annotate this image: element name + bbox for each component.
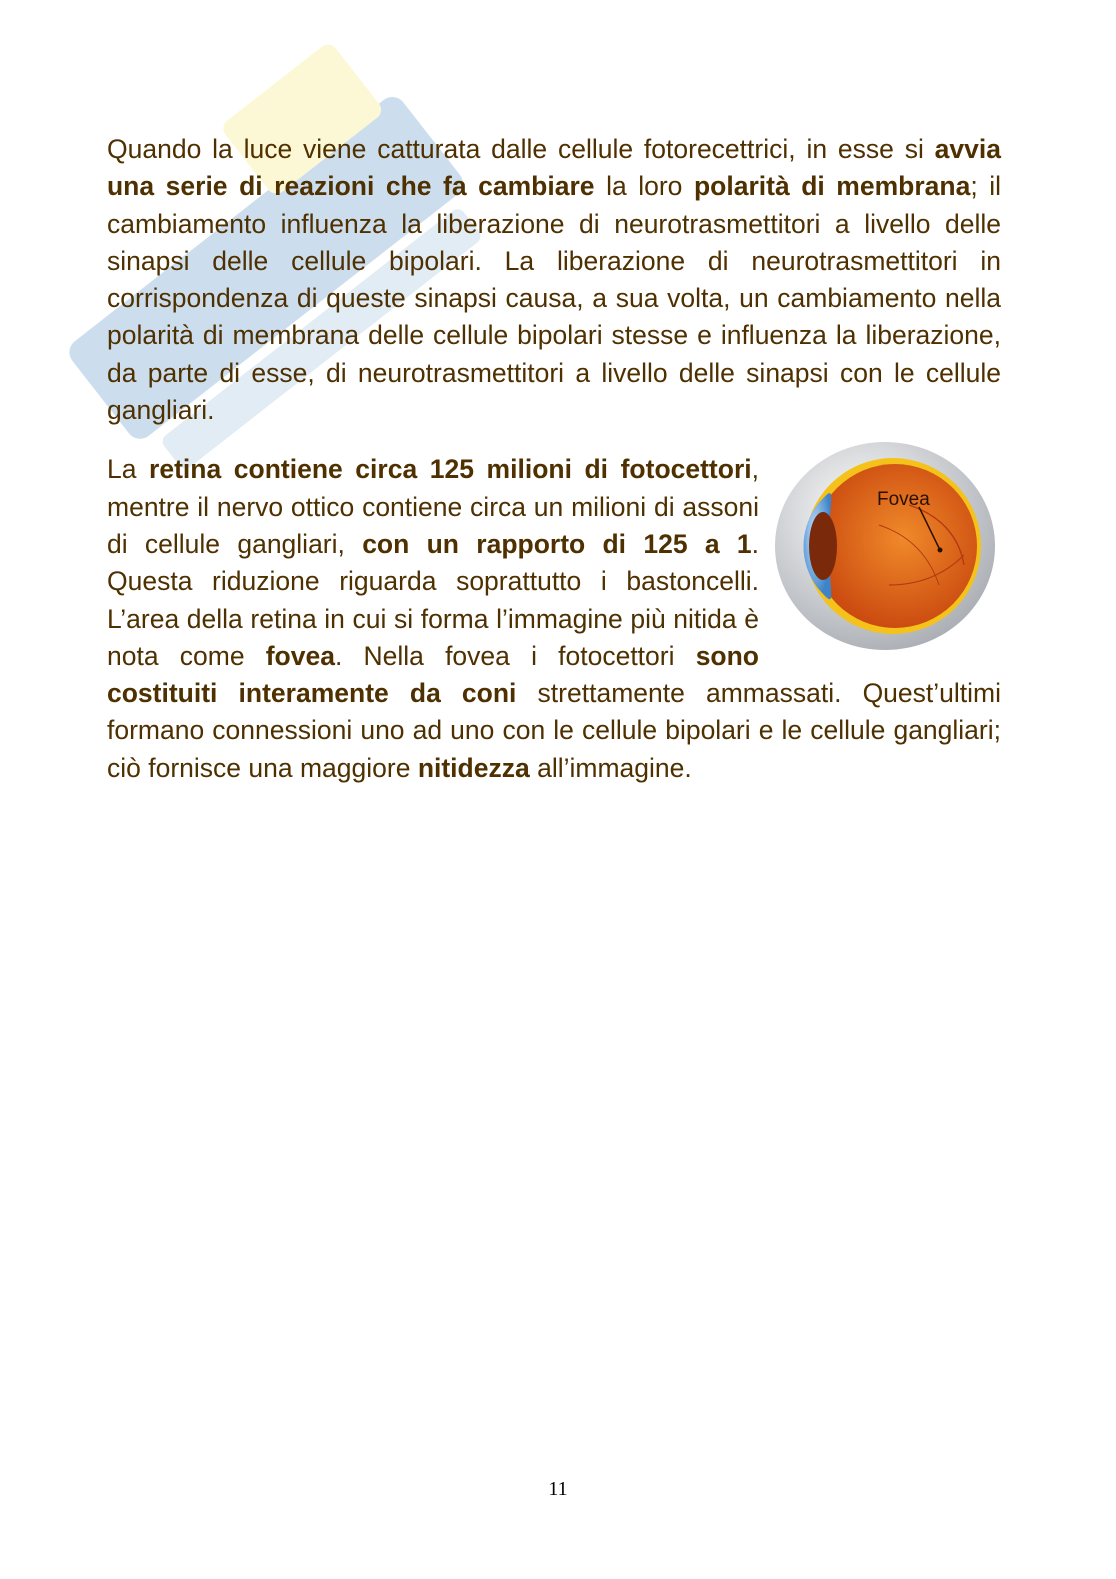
text-segment: all’immagine. — [529, 752, 692, 783]
page-content — [107, 131, 1001, 809]
text-segment: Quando la luce viene catturata dalle cellule fotorecettrici, in esse si — [107, 134, 935, 164]
bold-text: sono costituiti interamente da coni — [107, 640, 759, 709]
bold-text: fovea — [265, 640, 335, 671]
paragraph-retina — [107, 451, 1001, 787]
bold-text: retina contiene circa 125 milioni di fotocettori — [149, 454, 752, 485]
eye-figure — [769, 435, 1001, 657]
bold-text: polarità di membrana — [693, 171, 971, 202]
bold-text: con un rapporto di 125 a 1 — [362, 528, 752, 559]
text-segment: La — [107, 454, 150, 485]
fovea-label: Fovea — [877, 489, 930, 511]
bold-text: avvia una serie di reazioni che fa cambiare — [107, 134, 1001, 202]
text-segment: strettamente ammassati. Quest’ultimi formano connessioni uno ad uno con le cellule bipolari e le cellule gangliari; ciò fornisce una maggiore — [107, 678, 1001, 783]
paragraph-photoreceptors — [107, 131, 1001, 429]
text-segment: . Questa riduzione riguarda soprattutto i bastoncelli. L’area della retina in cui si forma l’immagine più nitida è nota come — [107, 528, 759, 671]
text-segment: . Nella fovea i fotocettori — [334, 640, 696, 671]
bold-text: nitidezza — [417, 752, 530, 783]
page-number: 11 — [548, 1478, 568, 1500]
text-segment: , mentre il nervo ottico contiene circa un milioni di assoni di cellule gangliari, — [107, 454, 759, 559]
eye-cross-section-icon — [769, 435, 1001, 657]
text-segment: ; il cambiamento influenza la liberazione di neurotrasmettitori a livello delle sinapsi delle cellule bipolari. La liberazione di neurotrasmettitori in corrispondenza di queste sinapsi causa, a sua volta, un cambiamento nella polarità di membrana delle cellule bipolari stesse e influenza la liberazione, da parte di esse, di neurotrasmettitori a livello delle sinapsi con le cellule gangliari. — [107, 171, 1002, 426]
text-segment: la loro — [594, 171, 694, 202]
